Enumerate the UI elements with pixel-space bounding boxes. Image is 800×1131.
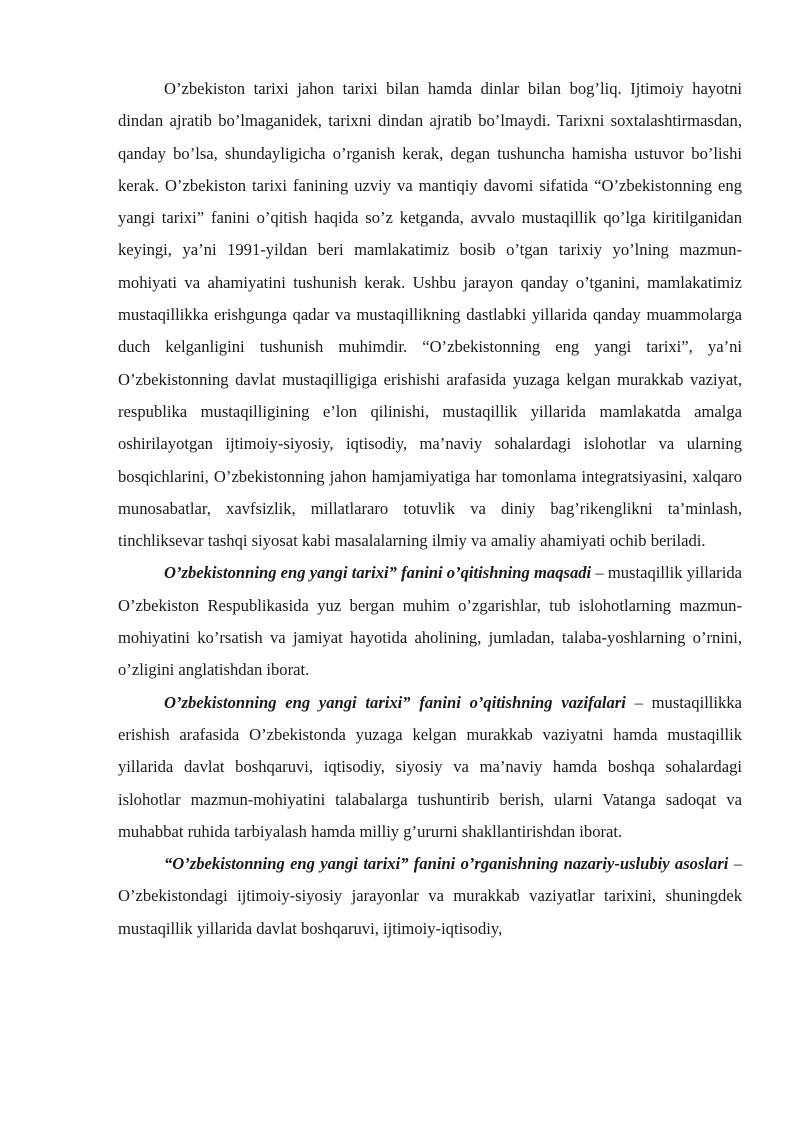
tasks-term: O’zbekistonning eng yangi tarixi” fanini o’qitishning vazifalari (164, 692, 626, 712)
document-page (118, 73, 742, 945)
goal-paragraph (118, 557, 742, 686)
foundations-text: – O’zbekistondagi ijtimoiy-siyosiy jarayonlar va murakkab vaziyatlar tarixini, shuningdek mustaqillik yillarida davlat boshqaruvi, ijtimoiy-iqtisodiy, (118, 854, 742, 938)
goal-term: O’zbekistonning eng yangi tarixi” fanini o’qitishning maqsadi (164, 563, 592, 583)
foundations-paragraph (118, 848, 742, 945)
tasks-paragraph (118, 687, 742, 848)
intro-paragraph (118, 73, 742, 557)
foundations-term: “O’zbekistonning eng yangi tarixi” fanini o’rganishning nazariy-uslubiy asoslari (164, 854, 729, 874)
tasks-text: – mustaqillikka erishish arafasida O’zbekistonda yuzaga kelgan murakkab vaziyatni hamda mustaqillik yillarida davlat boshqaruvi, iqtisodiy, siyosiy va ma’naviy hamda boshqa sohalardagi islohotlar mazmun-mohiyatini talabalarga tushuntirib berish, ularni Vatanga sadoqat va muhabbat ruhida tarbiyalash hamda milliy g’ururni shakllantirishdan iborat. (118, 692, 742, 841)
paragraph-text: O’zbekiston tarixi jahon tarixi bilan hamda dinlar bilan bog’liq. Ijtimoiy hayotni dindan ajratib bo’lmaganidek, tarixni dindan ajratib bo’lmaydi. Tarixni soxtalashtirmasdan, qanday bo’lsa, shundayligicha o’rganish kerak, degan tushuncha hamisha ustuvor bo’lishi kerak. O’zbekiston tarixi fanining uzviy va mantiqiy davomi sifatida “O’zbekistonning eng yangi tarixi” fanini o’qitish haqida so’z ketganda, avvalo mustaqillik qo’lga kiritilganidan keyingi, ya’ni 1991-yildan beri mamlakatimiz bosib o’tgan tarixiy yo’lning mazmun-mohiyati va ahamiyatini tushunish kerak. Ushbu jarayon qanday o’tganini, mamlakatimiz mustaqillikka erishgunga qadar va mustaqillikning dastlabki yillarida qanday muammolarga duch kelganligini tushunish muhimdir. “O’zbekistonning eng yangi tarixi”, ya’ni O’zbekistonning davlat mustaqilligiga erishishi arafasida yuzaga kelgan murakkab vaziyat, respublika mustaqilligining e’lon qilinishi, mustaqillik yillarida mamlakatda amalga oshirilayotgan ijtimoiy-siyosiy, iqtisodiy, ma’naviy sohalardagi islohotlar va ularning bosqichlarini, O’zbekistonning jahon hamjamiyatiga har tomonlama integratsiyasini, xalqaro munosabatlar, xavfsizlik, millatlararo totuvlik va diniy bag’rikenglikni ta’minlash, tinchliksevar tashqi siyosat kabi masalalarning ilmiy va amaliy ahamiyati ochib beriladi. (118, 79, 742, 551)
goal-text: – mustaqillik yillarida O’zbekiston Respublikasida yuz bergan muhim o’zgarishlar, tub islohotlarning mazmun-mohiyatini ko’rsatish va jamiyat hayotida aholining, jumladan, talaba-yoshlarning o’rnini, o’zligini anglatishdan iborat. (118, 563, 742, 680)
